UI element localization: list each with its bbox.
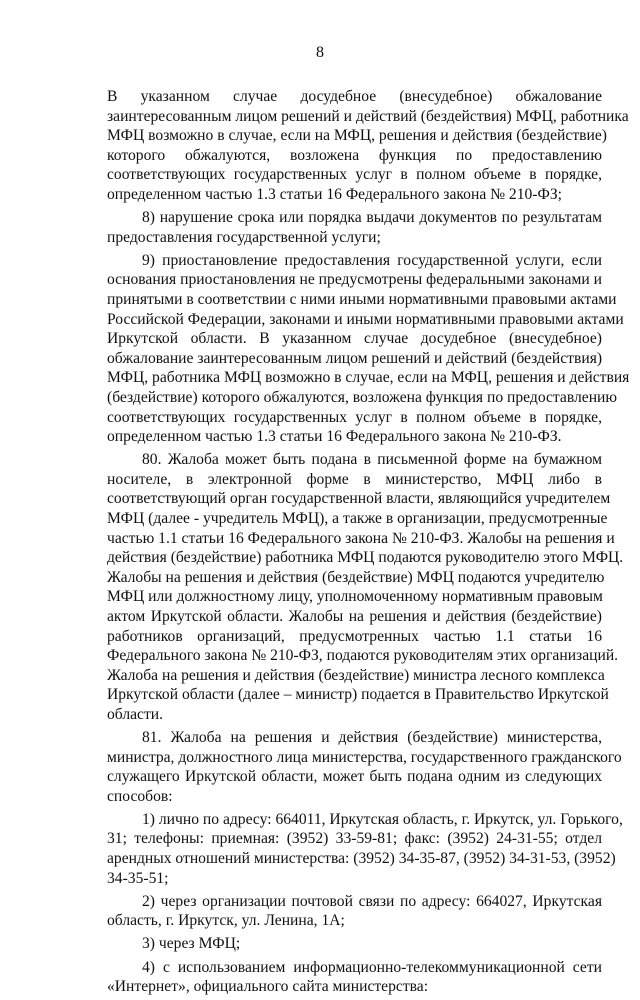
paragraph-line: области. — [107, 705, 164, 723]
paragraph-line: основания приостановления не предусмотрены федеральными законами и — [107, 271, 602, 289]
paragraph-line: арендных отношений министерства: (3952) 34-35-87, (3952) 34-31-53, (3952) — [107, 850, 616, 868]
paragraph — [107, 958, 602, 997]
paragraph-line: (бездействие) которого обжалуются, возложена функция по предоставлению — [107, 388, 618, 406]
paragraph-line: актом Иркутской области. Жалобы на решения и действия (бездействие) — [107, 607, 602, 625]
paragraph-line: МФЦ (далее - учредитель МФЦ), а также в организации, предусмотренные — [107, 509, 608, 527]
paragraph-line: 34-35-51; — [107, 869, 169, 887]
paragraph-line: 31; телефоны: приемная: (3952) 33-59-81; факс: (3952) 24-31-55; отдел — [107, 830, 602, 848]
paragraph-line: обжалование заинтересованным лицом решений и действий (бездействия) — [107, 349, 603, 367]
paragraph — [107, 934, 602, 954]
paragraph-line: 80. Жалоба может быть подана в письменной форме на бумажном — [142, 451, 602, 469]
paragraph-line: министра, должностного лица министерства, государственного гражданского — [107, 748, 622, 766]
paragraph-line: носителе, в электронной форме в министерство, МФЦ либо в — [107, 470, 602, 488]
paragraph-line: МФЦ или должностному лицу, уполномоченному нормативным правовым — [107, 588, 603, 606]
paragraph-line: Жалобы на решения и действия (бездействие) МФЦ подаются учредителю — [107, 568, 605, 586]
paragraph-line: Федерального закона № 210-ФЗ, подаются руководителям этих организаций. — [107, 647, 619, 665]
paragraph — [107, 251, 630, 447]
paragraph-line: МФЦ, работника МФЦ возможно в случае, если на МФЦ, решения и действия — [107, 369, 630, 387]
paragraph — [107, 810, 623, 888]
paragraph-line: 8) нарушение срока или порядка выдачи документов по результатам — [142, 209, 602, 227]
paragraph-line: 4) с использованием информационно-телекоммуникационной сети — [142, 958, 602, 976]
paragraph-line: предоставления государственной услуги; — [107, 228, 381, 246]
paragraph-line: которого обжалуются, возложена функция по предоставлению — [107, 146, 602, 164]
paragraph-line: принятыми в соответствии с ними иными нормативными правовыми актами — [107, 290, 617, 308]
page-number: 8 — [316, 44, 324, 61]
paragraph — [107, 450, 624, 724]
paragraph-line: Жалоба на решения и действия (бездействие) министра лесного комплекса — [107, 666, 605, 684]
paragraph-line: заинтересованным лицом решений и действий (бездействия) МФЦ, работника — [107, 107, 629, 125]
paragraph — [107, 87, 629, 205]
paragraph-line: область, г. Иркутск, ул. Ленина, 1А; — [107, 912, 345, 930]
paragraph-line: соответствующих государственных услуг в полном объеме в порядке, — [107, 166, 602, 184]
paragraph-line: В указанном случае досудебное (внесудебное) обжалование — [107, 88, 602, 105]
paragraph-line: способов: — [107, 787, 173, 805]
paragraph-line: частью 1.1 статьи 16 Федерального закона № 210-ФЗ. Жалобы на решения и — [107, 529, 615, 547]
paragraph — [107, 208, 602, 247]
paragraph-line: «Интернет», официального сайта министерства: — [107, 978, 429, 996]
paragraph-line: соответствующих государственных услуг в полном объеме в порядке, — [107, 408, 602, 426]
paragraph-line: 2) через организации почтовой связи по адресу: 664027, Иркутская — [142, 892, 602, 910]
paragraph-line: действия (бездействие) работника МФЦ подаются руководителю этого МФЦ. — [107, 549, 624, 567]
paragraph-line: работников организаций, предусмотренных частью 1.1 статьи 16 — [107, 627, 602, 645]
paragraph — [107, 728, 622, 806]
paragraph-line: 1) лично по адресу: 664011, Иркутская область, г. Иркутск, ул. Горького, — [142, 810, 623, 828]
paragraph-line: Иркутской области (далее – министр) подается в Правительство Иркутской — [107, 686, 609, 704]
paragraph-line: служащего Иркутской области, может быть подана одним из следующих — [107, 768, 602, 786]
paragraph-line: 9) приостановление предоставления государственной услуги, если — [142, 251, 602, 269]
paragraph-line: 81. Жалоба на решения и действия (бездействие) министерства, — [142, 729, 602, 746]
paragraph-line: определенном частью 1.3 статьи 16 Федерального закона № 210-ФЗ. — [107, 428, 562, 446]
paragraph-line: Российской Федерации, законами и иными нормативными правовыми актами — [107, 310, 624, 328]
paragraph-line: Иркутской области. В указанном случае досудебное (внесудебное) — [107, 330, 602, 348]
paragraph-line: МФЦ возможно в случае, если на МФЦ, решения и действия (бездействие) — [107, 127, 607, 145]
document-body — [107, 87, 630, 1000]
paragraph-line: 3) через МФЦ; — [142, 935, 241, 953]
paragraph-line: соответствующий орган государственной власти, являющийся учредителем — [107, 490, 611, 508]
paragraph — [107, 892, 602, 931]
paragraph-line: определенном частью 1.3 статьи 16 Федерального закона № 210-ФЗ; — [107, 185, 562, 203]
